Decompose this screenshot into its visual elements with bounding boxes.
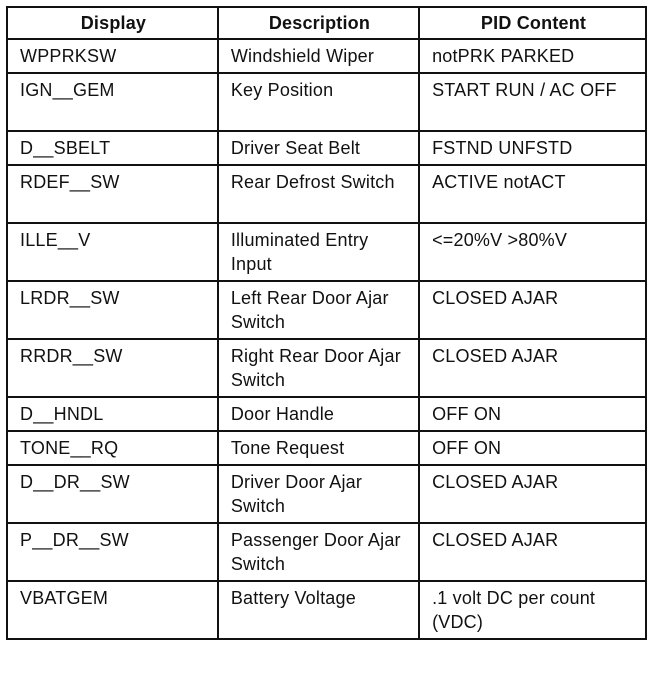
cell-description: Passenger Door Ajar Switch [218,523,419,581]
cell-description: Driver Door Ajar Switch [218,465,419,523]
cell-description: Driver Seat Belt [218,131,419,165]
table-row [7,39,646,73]
table-row [7,165,646,223]
cell-description: Illuminated Entry Input [218,223,419,281]
cell-display: ILLE__V [7,223,218,281]
cell-display: D__SBELT [7,131,218,165]
cell-pid-content: CLOSED AJAR [419,465,646,523]
cell-display: P__DR__SW [7,523,218,581]
cell-pid-content: notPRK PARKED [419,39,646,73]
cell-display: WPPRKSW [7,39,218,73]
cell-description: Tone Request [218,431,419,465]
table-row [7,73,646,131]
cell-description: Windshield Wiper [218,39,419,73]
cell-display: RDEF__SW [7,165,218,223]
table-row [7,581,646,639]
table-row [7,523,646,581]
table-row [7,465,646,523]
header-row [7,7,646,39]
table-row [7,339,646,397]
table-row [7,281,646,339]
cell-display: TONE__RQ [7,431,218,465]
table-row [7,397,646,431]
cell-pid-content: CLOSED AJAR [419,523,646,581]
header-pid-content: PID Content [419,7,646,39]
cell-pid-content: OFF ON [419,397,646,431]
cell-display: RRDR__SW [7,339,218,397]
cell-pid-content: ACTIVE notACT [419,165,646,223]
cell-description: Key Position [218,73,419,131]
cell-pid-content: FSTND UNFSTD [419,131,646,165]
cell-pid-content: OFF ON [419,431,646,465]
cell-pid-content: START RUN / AC OFF [419,73,646,131]
header-description: Description [218,7,419,39]
cell-pid-content: .1 volt DC per count (VDC) [419,581,646,639]
cell-pid-content: <=20%V >80%V [419,223,646,281]
cell-pid-content: CLOSED AJAR [419,281,646,339]
cell-display: D__HNDL [7,397,218,431]
cell-display: D__DR__SW [7,465,218,523]
header-display: Display [7,7,218,39]
cell-display: IGN__GEM [7,73,218,131]
pid-table [6,6,647,640]
cell-description: Right Rear Door Ajar Switch [218,339,419,397]
cell-display: LRDR__SW [7,281,218,339]
table-body [7,39,646,639]
cell-display: VBATGEM [7,581,218,639]
cell-description: Door Handle [218,397,419,431]
table-row [7,223,646,281]
table-header [7,7,646,39]
table-row [7,431,646,465]
table-row [7,131,646,165]
cell-description: Battery Voltage [218,581,419,639]
cell-pid-content: CLOSED AJAR [419,339,646,397]
cell-description: Left Rear Door Ajar Switch [218,281,419,339]
cell-description: Rear Defrost Switch [218,165,419,223]
